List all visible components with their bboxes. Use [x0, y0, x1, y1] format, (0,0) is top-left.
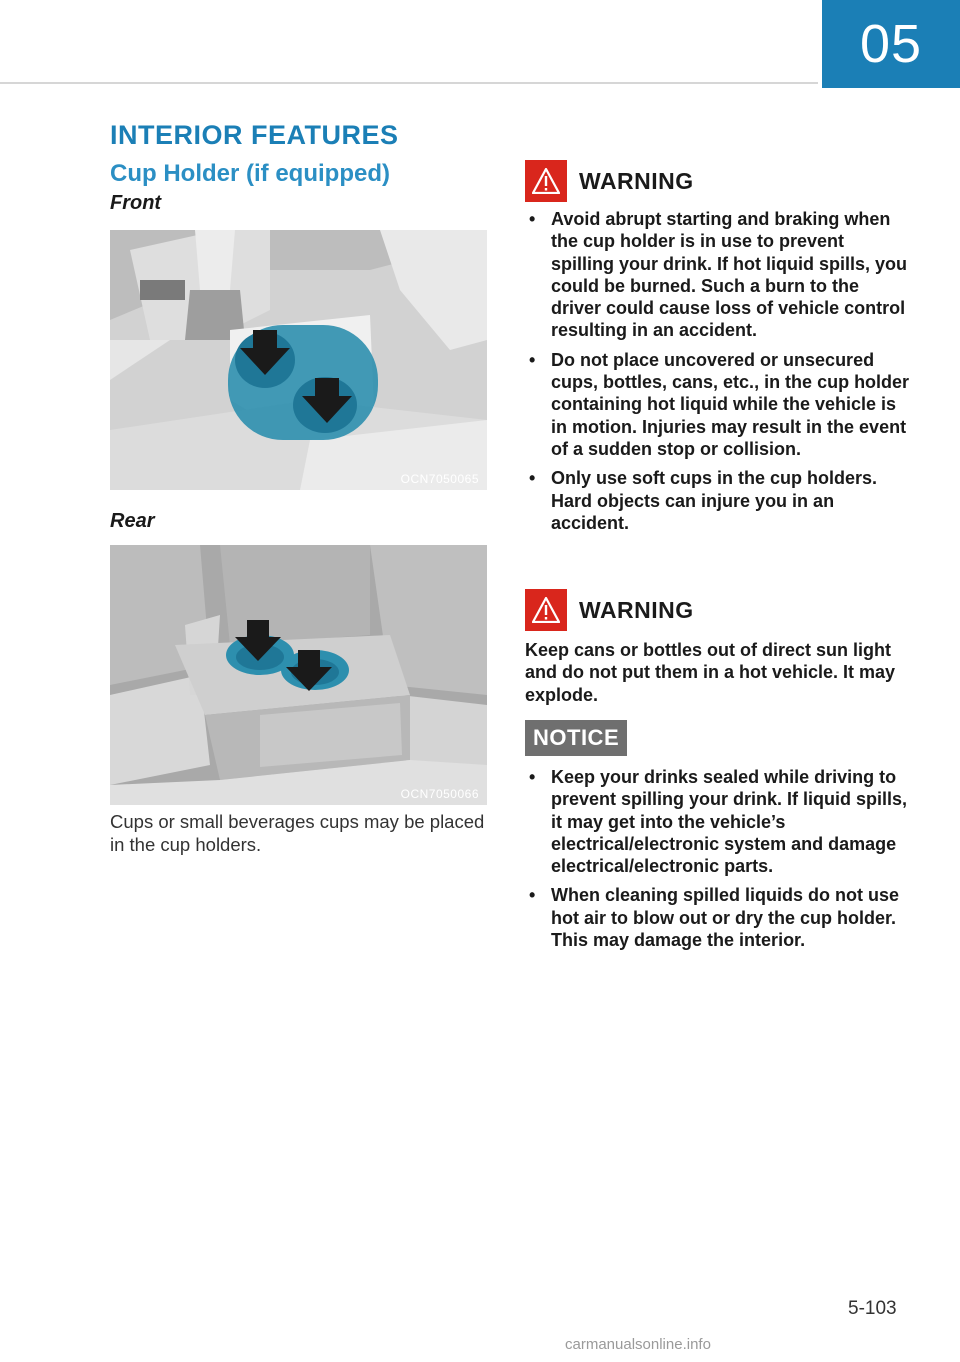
list-item: • When cleaning spilled liquids do not use hot air to blow out or dry the cup holder. This may damage the interior.: [525, 884, 910, 951]
warning-text: Keep cans or bottles out of direct sun light and do not put them in a hot vehicle. It may explode.: [525, 640, 896, 705]
warning-triangle-icon: [525, 589, 567, 631]
figure-code: OCN7050065: [400, 472, 479, 486]
page-number: 5-103: [848, 1298, 897, 1319]
warning-header: [525, 160, 910, 202]
warning-label: WARNING: [579, 167, 694, 194]
notice-badge: NOTICE: [525, 720, 627, 756]
warning-label: WARNING: [579, 596, 694, 623]
chapter-tab: [822, 0, 960, 88]
warning-box-1: [525, 160, 910, 541]
warning-triangle-icon: [525, 160, 567, 202]
list-item: • Keep your drinks sealed while driving to prevent spilling your drink. If liquid spills, it may get into the vehicle’s electrical/electronic system and damage electrical/electronic parts.: [525, 766, 910, 877]
rear-cup-holder-figure: [110, 545, 487, 805]
warning-box-2: [525, 589, 910, 706]
section-title: INTERIOR FEATURES: [110, 120, 399, 150]
front-cup-holder-illustration: [110, 230, 487, 490]
watermark: carmanualsonline.info: [565, 1336, 711, 1353]
front-heading: Front: [110, 192, 162, 214]
subsection-title: Cup Holder (if equipped): [110, 160, 390, 187]
rear-heading: Rear: [110, 510, 155, 532]
notice-list: [525, 766, 910, 951]
warning-list: [525, 208, 910, 534]
list-item: • Only use soft cups in the cup holders. Hard objects can injure you in an accident.: [525, 467, 910, 534]
chapter-number: 05: [859, 14, 923, 74]
header-rule: [0, 82, 818, 84]
front-cup-holder-figure: [110, 230, 487, 490]
caption-text: Cups or small beverages cups may be placed in the cup holders.: [110, 811, 485, 855]
figure-code: OCN7050066: [400, 787, 479, 801]
warning-header: [525, 589, 910, 631]
list-item: • Do not place uncovered or unsecured cups, bottles, cans, etc., in the cup holder containing hot liquid while the vehicle is in motion. Injuries may result in the event of a sudden stop or collision.: [525, 349, 910, 460]
list-item: • Avoid abrupt starting and braking when the cup holder is in use to prevent spilling your drink. If hot liquid spills, you could be burned. Such a burn to the driver could cause loss of vehicle control resulting in an accident.: [525, 208, 910, 342]
notice-box: [525, 720, 910, 958]
rear-cup-holder-illustration: [110, 545, 487, 805]
